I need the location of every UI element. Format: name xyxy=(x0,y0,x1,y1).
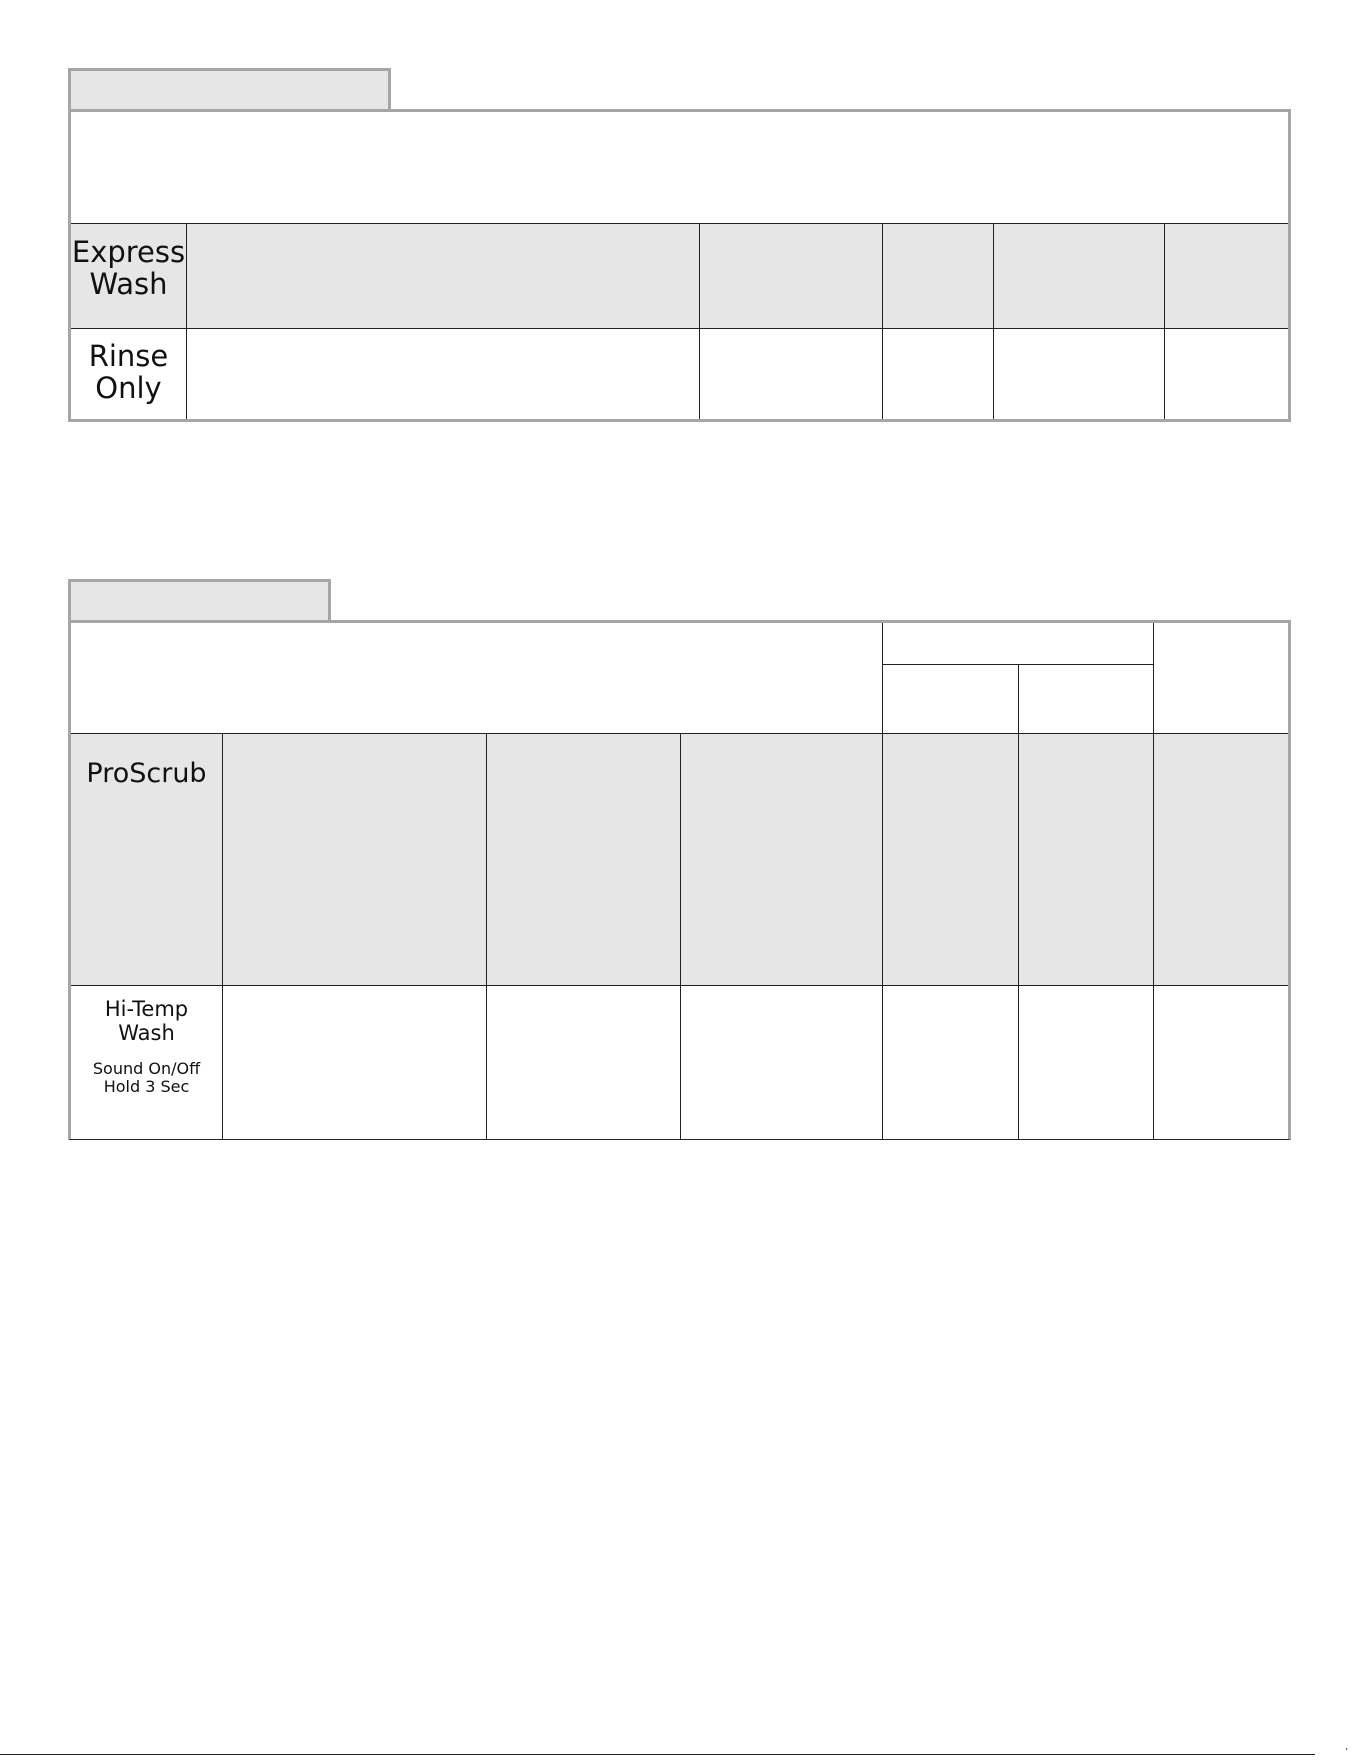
section2-col-line xyxy=(1018,733,1019,1139)
section1-divider-top xyxy=(71,223,1288,224)
section1-divider-mid xyxy=(71,328,1288,329)
section2-header-line xyxy=(882,623,883,733)
section2-col-line xyxy=(882,733,883,1139)
section1-col-line xyxy=(882,223,883,419)
section2-tab xyxy=(68,579,331,623)
section1-tab xyxy=(68,68,391,112)
section2-header-line xyxy=(1153,623,1154,733)
cycle-express-wash: Express Wash xyxy=(71,235,186,302)
section1-col-line xyxy=(699,223,700,419)
section1-col-line xyxy=(993,223,994,419)
footer-mark: ’ xyxy=(1345,1747,1349,1758)
cycle-hi-temp-wash: Hi-Temp Wash xyxy=(104,997,189,1045)
section1-col-line xyxy=(1164,223,1165,419)
cycle-proscrub: ProScrub xyxy=(86,758,207,789)
section2-table xyxy=(68,620,1291,1140)
cycle-rinse-only: Rinse Only xyxy=(88,339,169,406)
section2-col-line xyxy=(680,733,681,1139)
section1-table xyxy=(68,109,1291,422)
section2-col-line xyxy=(486,733,487,1139)
footer-rule xyxy=(0,1754,1315,1755)
sound-toggle-hint: Sound On/Off Hold 3 Sec xyxy=(92,1059,201,1097)
section1-row-express-bg xyxy=(71,224,1288,328)
section2-col-line xyxy=(1153,733,1154,1139)
section2-header-line xyxy=(1018,664,1019,733)
section1-col-line xyxy=(186,223,187,419)
section2-col-line xyxy=(222,733,223,1139)
